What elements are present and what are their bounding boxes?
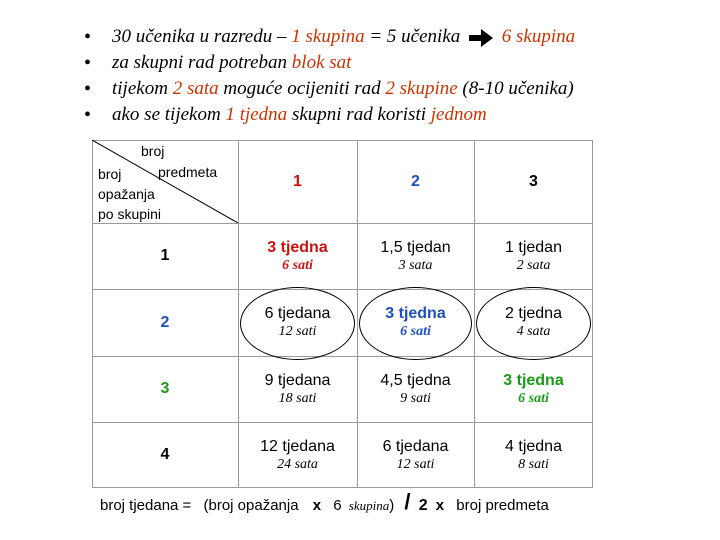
corner-broj-top: broj [141,143,165,159]
cell-weeks: 6 tjedana [264,305,331,322]
bullet-text-part: (8-10 učenika) [457,78,574,99]
formula [100,489,620,517]
highlight-ellipse [240,287,355,360]
cell-weeks: 2 tjedna [505,305,562,322]
row-header-label: 2 [160,313,170,331]
bullet-text-part: 2 sata [172,78,219,99]
cell-weeks: 12 tjedana [260,437,335,455]
bullet-item [84,76,714,102]
bullet-text [112,50,351,76]
assessment-table [92,140,593,488]
corner-po-skupini: po skupini [98,206,162,222]
cell-hours: 4 sata [516,324,551,339]
bullet-list [84,24,714,128]
right-arrow-icon [468,29,494,47]
column-header [357,140,474,223]
formula-times-2: x [435,497,445,514]
table-cell [238,223,357,289]
bullet-text [112,102,487,128]
row-header [92,289,238,356]
cell-weeks: 3 tjedna [385,305,446,322]
table-cell [474,356,593,422]
row-header-label: 3 [160,380,170,397]
cell-hours: 12 sati [278,324,317,339]
column-header [238,140,357,223]
formula-six: 6 [333,497,342,514]
formula-lhs: broj tjedana = [100,497,192,514]
formula-slash: / [404,489,411,514]
bullet-text-part: moguće ocijeniti rad [218,78,386,99]
corner-opazanja: opažanja [98,186,155,202]
row-header [92,422,238,488]
bullet-text-part: 2 skupine [385,78,458,99]
bullet-dot: • [84,26,92,48]
cell-hours: 18 sati [278,390,317,406]
cell-weeks: 4 tjedna [505,437,562,455]
cell-hours: 6 sati [518,390,549,406]
bullet-text-part: tijekom [112,78,173,99]
bullet-text-part: u razredu – [194,26,292,47]
row-header [92,356,238,422]
table-cell [474,223,593,289]
formula-skupina: skupina [348,498,390,513]
formula-rhs: broj predmeta [456,497,549,514]
bullet-item [84,24,714,50]
formula-paren-close: ) [389,497,395,514]
cell-weeks: 9 tjedana [264,371,331,389]
formula-times-1: x [312,497,322,514]
column-header-label: 3 [529,172,538,190]
cell-hours: 3 sata [398,257,433,273]
cell-hours: 6 sati [282,257,313,273]
bullet-text-part: 1 skupina [291,26,365,47]
table-cell [357,223,474,289]
table-cell [238,356,357,422]
bullet-text-part: 30 učenika [112,26,195,47]
bullet-item [84,50,714,76]
cell-weeks: 1,5 tjedan [380,238,451,256]
formula-paren-open: (broj opažanja [203,497,299,514]
bullet-dot: • [84,52,92,74]
bullet-text [112,76,574,102]
cell-hours: 9 sati [400,390,431,406]
corner-broj-left: broj [98,166,122,182]
bullet-text-part: ako se tijekom [112,104,226,125]
bullet-dot: • [84,104,92,126]
bullet-text-part: blok sat [291,52,352,73]
table-cell [474,422,593,488]
bullet-text-part: skupni rad koristi [287,104,431,125]
cell-weeks: 1 tjedan [505,238,562,256]
corner-predmeta: predmeta [158,164,218,180]
row-header [92,223,238,289]
bullet-text-part: = 5 učenika [364,26,466,47]
bullet-text-part: jednom [430,104,487,125]
table-cell [238,422,357,488]
cell-weeks: 4,5 tjedna [380,371,451,389]
bullet-text-part: 6 skupina [497,26,576,47]
formula-two: 2 [418,497,428,514]
bullet-dot: • [84,78,92,100]
cell-hours: 6 sati [400,324,431,339]
bullet-text [112,24,575,50]
bullet-item [84,102,714,128]
cell-hours: 2 sata [516,257,551,273]
cell-weeks: 3 tjedna [503,371,564,389]
table-cell [357,356,474,422]
table-cell [357,422,474,488]
cell-hours: 12 sati [396,456,435,472]
cell-hours: 8 sati [518,456,549,472]
row-header-label: 1 [160,247,170,264]
bullet-text-part: za skupni rad potreban [112,52,292,73]
highlight-ellipse [476,287,591,360]
bullet-text-part: 1 tjedna [225,104,288,125]
highlight-ellipse [359,287,472,360]
cell-hours: 24 sata [277,456,318,472]
cell-weeks: 3 tjedna [267,238,328,256]
column-header [474,140,593,223]
column-header-label: 2 [411,172,420,190]
row-header-label: 4 [160,446,170,463]
column-header-label: 1 [293,172,302,190]
cell-weeks: 6 tjedana [382,437,449,455]
